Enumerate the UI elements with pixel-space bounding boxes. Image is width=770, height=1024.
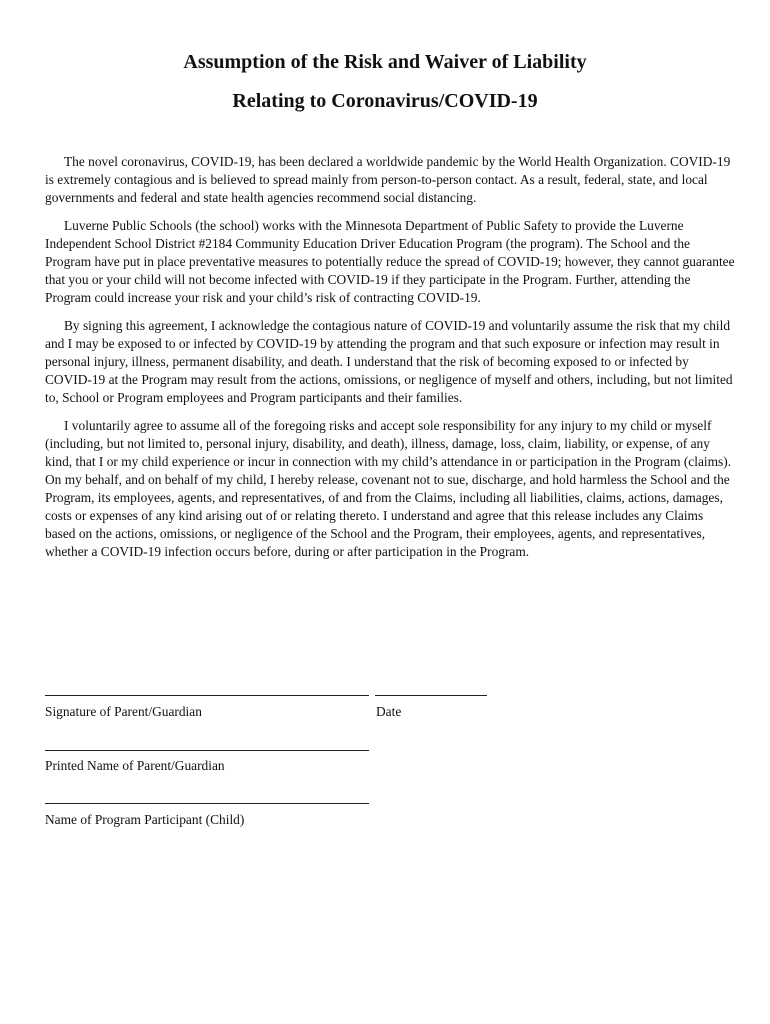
participant-name-line[interactable] bbox=[45, 803, 369, 804]
paragraph-pandemic-notice: The novel coronavirus, COVID-19, has been declared a worldwide pandemic by the World Health Organization. COVID-19 is extremely contagious and is believed to spread mainly from person-to-person contact. As a result, federal, state, and local governments and federal and state health agencies recommend social distancing. bbox=[45, 154, 731, 205]
document-subtitle: Relating to Coronavirus/COVID-19 bbox=[232, 90, 538, 112]
paragraph-program-description: Luverne Public Schools (the school) works with the Minnesota Department of Public Safety to provide the Luverne Independent School District #2184 Community Education Driver Education Program (the program). The School and the Program have put in place preventative measures to potentially reduce the spread of COVID-19; however, they cannot guarantee that you or your child will not become infected with COVID-19 if they participate in the Program. Further, attending the Program could increase your risk and your child’s risk of contracting COVID-19. bbox=[45, 218, 735, 305]
parent-signature-line[interactable] bbox=[45, 695, 369, 696]
paragraph-release: I voluntarily agree to assume all of the foregoing risks and accept sole responsibility for any injury to my child or myself (including, but not limited to, personal injury, disability, and death), illness, damage, loss, claim, liability, or expense, of any kind, that I or my child experience or incur in connection with my child’s attendance in or participation in the Program (claims). On my behalf, and on behalf of my child, I hereby release, covenant not to sue, discharge, and hold harmless the School and the Program, its employees, agents, and representatives, of and from the Claims, including all liabilities, claims, actions, damages, costs or expenses of any kind arising out of or relating thereto. I understand and agree that this release includes any Claims based on the actions, omissions, or negligence of the School and the Program, their employees, agents, and representatives, whether a COVID-19 infection occurs before, during or after participation in the Program. bbox=[45, 418, 732, 559]
paragraph-acknowledgment: By signing this agreement, I acknowledge the contagious nature of COVID-19 and voluntarily assume the risk that my child and I may be exposed to or infected by COVID-19 by attending the program and that such exposure or infection may result in personal injury, illness, permanent disability, and death. I understand that the risk of becoming exposed to or infected by COVID-19 at the Program may result from the actions, omissions, or negligence of myself and others, including, but not limited to, School or Program employees and Program participants and their families. bbox=[45, 318, 733, 405]
date-line[interactable] bbox=[375, 695, 487, 696]
parent-signature-label: Signature of Parent/Guardian bbox=[45, 704, 202, 719]
printed-name-line[interactable] bbox=[45, 750, 369, 751]
participant-name-label: Name of Program Participant (Child) bbox=[45, 812, 245, 827]
date-label: Date bbox=[376, 704, 402, 719]
printed-name-label: Printed Name of Parent/Guardian bbox=[45, 758, 225, 773]
document-title: Assumption of the Risk and Waiver of Liability bbox=[183, 51, 587, 73]
document-body bbox=[45, 153, 735, 571]
